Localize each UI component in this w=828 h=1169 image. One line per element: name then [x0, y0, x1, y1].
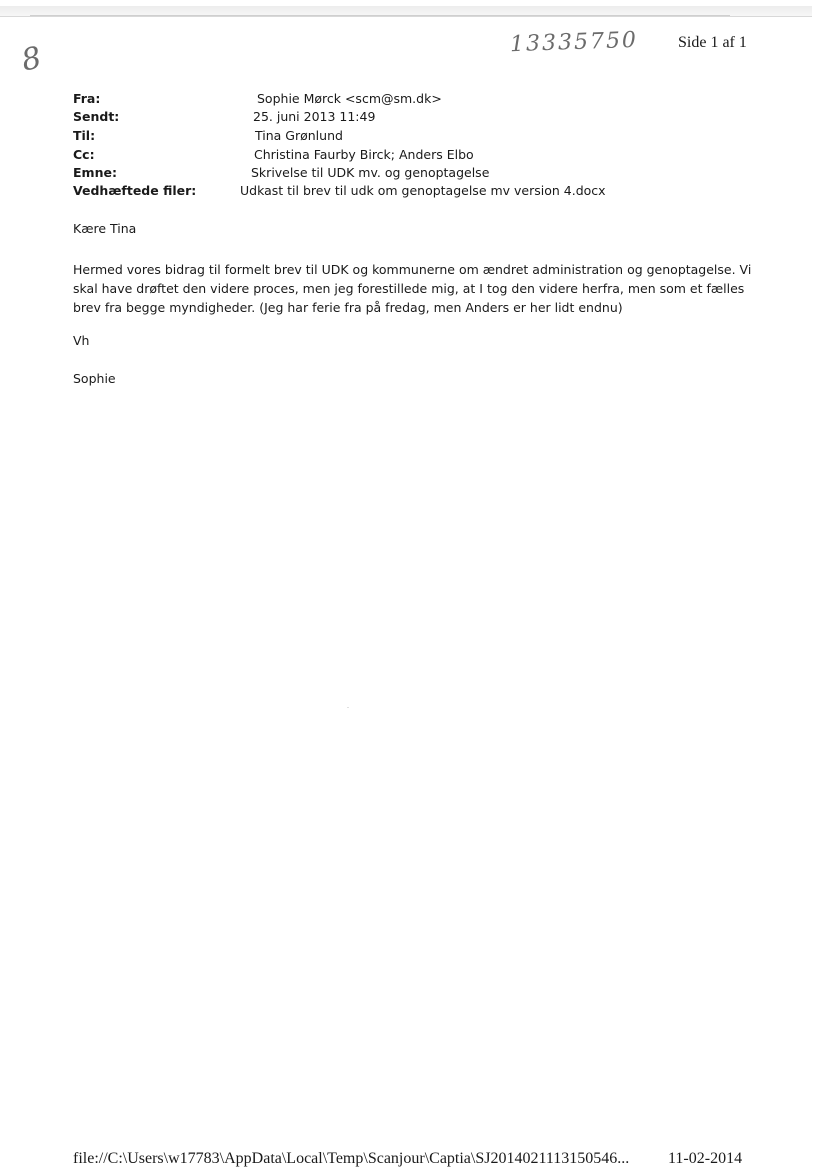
handwritten-case-number: 13335750	[509, 27, 639, 58]
header-label: Til:	[73, 128, 96, 143]
subject-value: Skrivelse til UDK mv. og genoptagelse	[251, 165, 490, 180]
header-label: Sendt:	[73, 109, 120, 124]
email-closing: Vh	[73, 333, 90, 348]
email-signature: Sophie	[73, 371, 116, 386]
sender-value: Sophie Mørck <scm@sm.dk>	[257, 91, 442, 106]
paragraph-line: brev fra begge myndigheder. (Jeg har ferie fra på fredag, men Anders er her lidt endnu)	[73, 300, 623, 315]
paragraph-line: Hermed vores bidrag til formelt brev til UDK og kommunerne om ændret administration og genoptagelse. Vi	[73, 262, 752, 277]
handwritten-mark: 8	[18, 40, 45, 79]
footer-file-path: file://C:\Users\w17783\AppData\Local\Temp\Scanjour\Captia\SJ2014021113150546...	[73, 1150, 630, 1167]
attachment-value: Udkast til brev til udk om genoptagelse mv version 4.docx	[240, 183, 606, 198]
header-label: Fra:	[73, 91, 101, 106]
cc-value: Christina Faurby Birck; Anders Elbo	[254, 147, 474, 162]
scan-edge	[0, 6, 812, 17]
footer-date: 11-02-2014	[668, 1150, 743, 1167]
scan-speck	[347, 707, 349, 708]
email-greeting: Kære Tina	[73, 221, 137, 236]
sent-date-value: 25. juni 2013 11:49	[253, 109, 376, 124]
header-label: Cc:	[73, 147, 95, 162]
header-label: Vedhæftede filer:	[73, 183, 197, 198]
email-paragraph	[73, 260, 751, 317]
header-label: Emne:	[73, 165, 117, 180]
recipient-value: Tina Grønlund	[255, 128, 343, 143]
paragraph-line: skal have drøftet den videre proces, men jeg forestillede mig, at I tog den videre herfra, men som et fælles	[73, 281, 745, 296]
page-indicator: Side 1 af 1	[678, 34, 747, 51]
